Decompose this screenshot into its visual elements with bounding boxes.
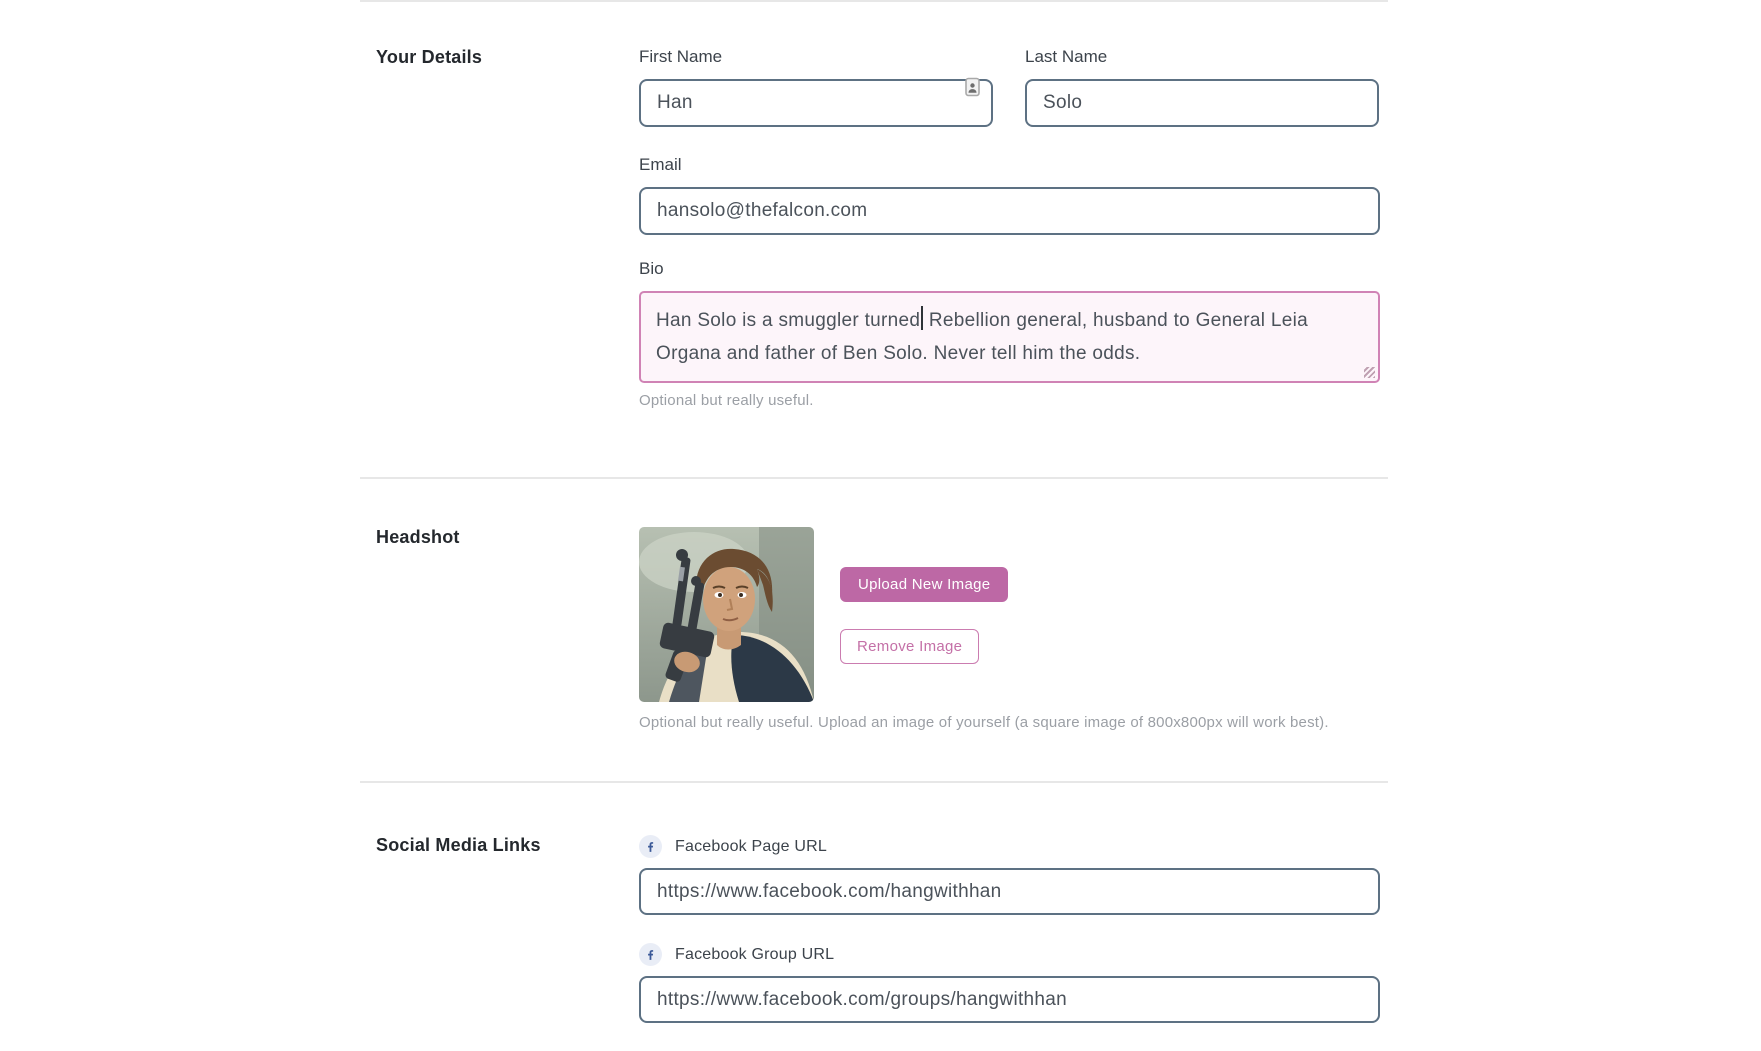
bio-helper-text: Optional but really useful. [639, 392, 814, 409]
autofill-contact-icon[interactable] [965, 78, 980, 97]
bio-textarea[interactable] [639, 291, 1380, 383]
bio-label: Bio [639, 259, 664, 278]
facebook-page-url-input[interactable] [639, 868, 1380, 915]
profile-settings-form [360, 0, 1388, 1041]
bio-text-before-caret: Han Solo is a smuggler turned [656, 310, 921, 331]
section-social-media [360, 781, 1388, 1041]
last-name-label: Last Name [1025, 47, 1108, 66]
last-name-input[interactable] [1025, 79, 1379, 127]
remove-image-button[interactable]: Remove Image [840, 629, 979, 664]
first-name-input[interactable] [639, 79, 993, 127]
upload-new-image-button[interactable]: Upload New Image [840, 567, 1008, 602]
email-input[interactable] [639, 187, 1380, 235]
section-title-your-details: Your Details [376, 47, 483, 67]
facebook-page-url-label: Facebook Page URL [675, 837, 827, 855]
bio-text-after-caret: Rebellion general, husband to General Leia Organa and father of Ben Solo. Never tell him the odds. [656, 310, 1308, 364]
facebook-icon [639, 943, 662, 966]
section-headshot [360, 477, 1388, 781]
headshot-image [639, 527, 814, 702]
email-label: Email [639, 155, 682, 174]
facebook-group-url-label: Facebook Group URL [675, 945, 835, 963]
headshot-helper-text: Optional but really useful. Upload an image of yourself (a square image of 800x800px will work best). [639, 714, 1329, 731]
section-title-headshot: Headshot [376, 527, 460, 547]
section-title-social: Social Media Links [376, 835, 541, 855]
first-name-label: First Name [639, 47, 723, 66]
facebook-icon [639, 835, 662, 858]
facebook-group-url-input[interactable] [639, 976, 1380, 1023]
resize-handle[interactable] [1364, 367, 1375, 378]
section-your-details [360, 0, 1388, 477]
